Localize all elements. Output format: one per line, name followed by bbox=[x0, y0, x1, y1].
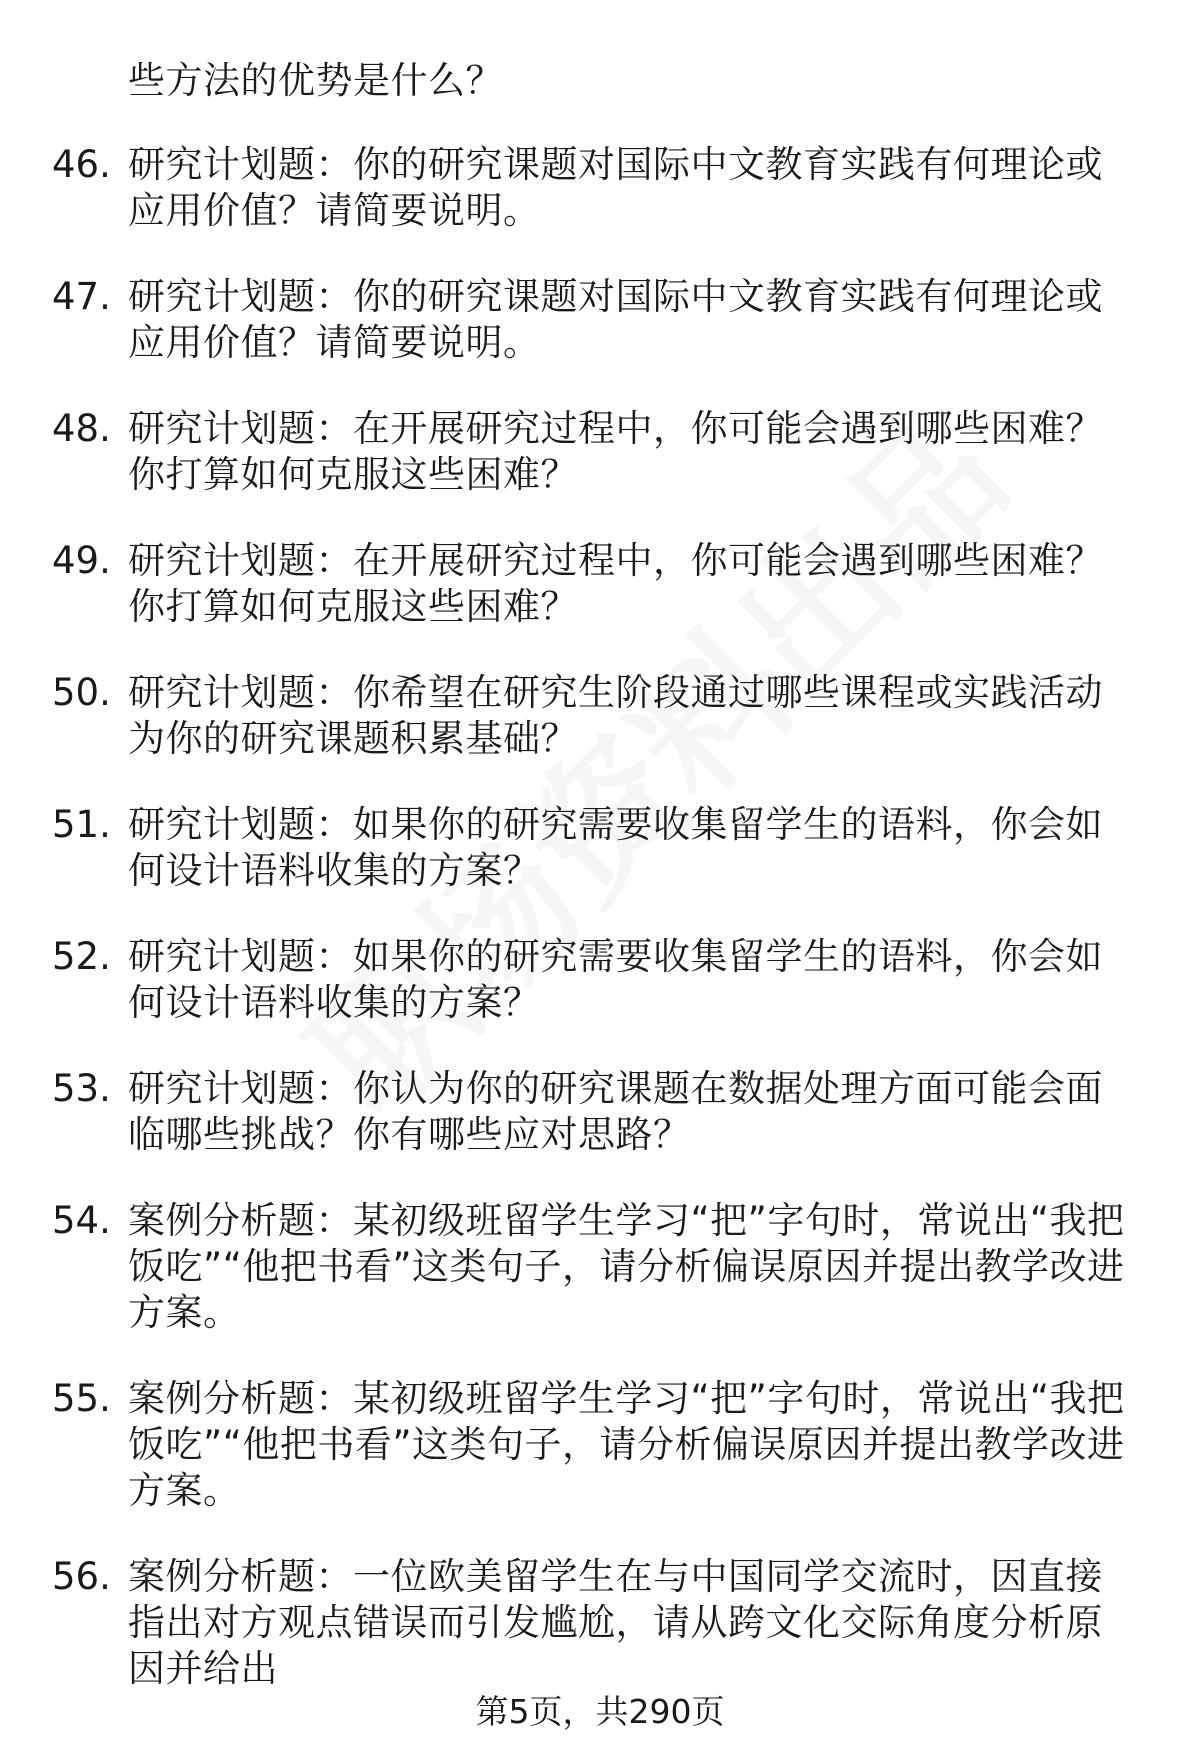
question-item bbox=[0, 142, 1138, 234]
question-item bbox=[0, 934, 1138, 1026]
question-text: 研究计划题：如果你的研究需要收集留学生的语料，你会如何设计语料收集的方案？ bbox=[128, 935, 1103, 1024]
question-list bbox=[0, 142, 1200, 1732]
question-number: 46. bbox=[52, 143, 111, 186]
question-number: 53. bbox=[52, 1067, 111, 1110]
question-item bbox=[0, 1554, 1138, 1692]
continuation-text: 些方法的优势是什么？ bbox=[128, 59, 503, 102]
question-number: 51. bbox=[52, 803, 111, 846]
question-text: 研究计划题：在开展研究过程中，你可能会遇到哪些困难？你打算如何克服这些困难？ bbox=[128, 407, 1103, 496]
question-text: 案例分析题：某初级班留学生学习“把”字句时，常说出“我把饭吃”“他把书看”这类句子，请分析偏误原因并提出教学改进方案。 bbox=[128, 1199, 1125, 1334]
question-item bbox=[0, 670, 1138, 762]
question-number: 49. bbox=[52, 539, 111, 582]
question-number: 48. bbox=[52, 407, 111, 450]
question-item bbox=[0, 1198, 1138, 1336]
question-number: 50. bbox=[52, 671, 111, 714]
question-text: 研究计划题：你的研究课题对国际中文教育实践有何理论或应用价值？请简要说明。 bbox=[128, 275, 1103, 364]
question-text: 研究计划题：你的研究课题对国际中文教育实践有何理论或应用价值？请简要说明。 bbox=[128, 143, 1103, 232]
question-item bbox=[0, 1376, 1138, 1514]
question-item bbox=[0, 538, 1138, 630]
question-item bbox=[0, 1066, 1138, 1158]
question-number: 52. bbox=[52, 935, 111, 978]
question-text: 案例分析题：某初级班留学生学习“把”字句时，常说出“我把饭吃”“他把书看”这类句子，请分析偏误原因并提出教学改进方案。 bbox=[128, 1377, 1125, 1512]
question-text: 研究计划题：你希望在研究生阶段通过哪些课程或实践活动为你的研究课题积累基础？ bbox=[128, 671, 1103, 760]
question-number: 56. bbox=[52, 1555, 111, 1598]
question-text: 研究计划题：在开展研究过程中，你可能会遇到哪些困难？你打算如何克服这些困难？ bbox=[128, 539, 1103, 628]
question-text: 研究计划题：你认为你的研究课题在数据处理方面可能会面临哪些挑战？你有哪些应对思路？ bbox=[128, 1067, 1103, 1156]
question-text: 案例分析题：一位欧美留学生在与中国同学交流时，因直接指出对方观点错误而引发尴尬，请从跨文化交际角度分析原因并给出 bbox=[128, 1555, 1103, 1690]
question-item bbox=[0, 406, 1138, 498]
question-number: 55. bbox=[52, 1377, 111, 1420]
question-text: 研究计划题：如果你的研究需要收集留学生的语料，你会如何设计语料收集的方案？ bbox=[128, 803, 1103, 892]
question-number: 47. bbox=[52, 275, 111, 318]
question-item bbox=[0, 274, 1138, 366]
question-number: 54. bbox=[52, 1199, 111, 1242]
page-footer: 第5页，共290页 bbox=[475, 1692, 725, 1731]
question-item bbox=[0, 802, 1138, 894]
